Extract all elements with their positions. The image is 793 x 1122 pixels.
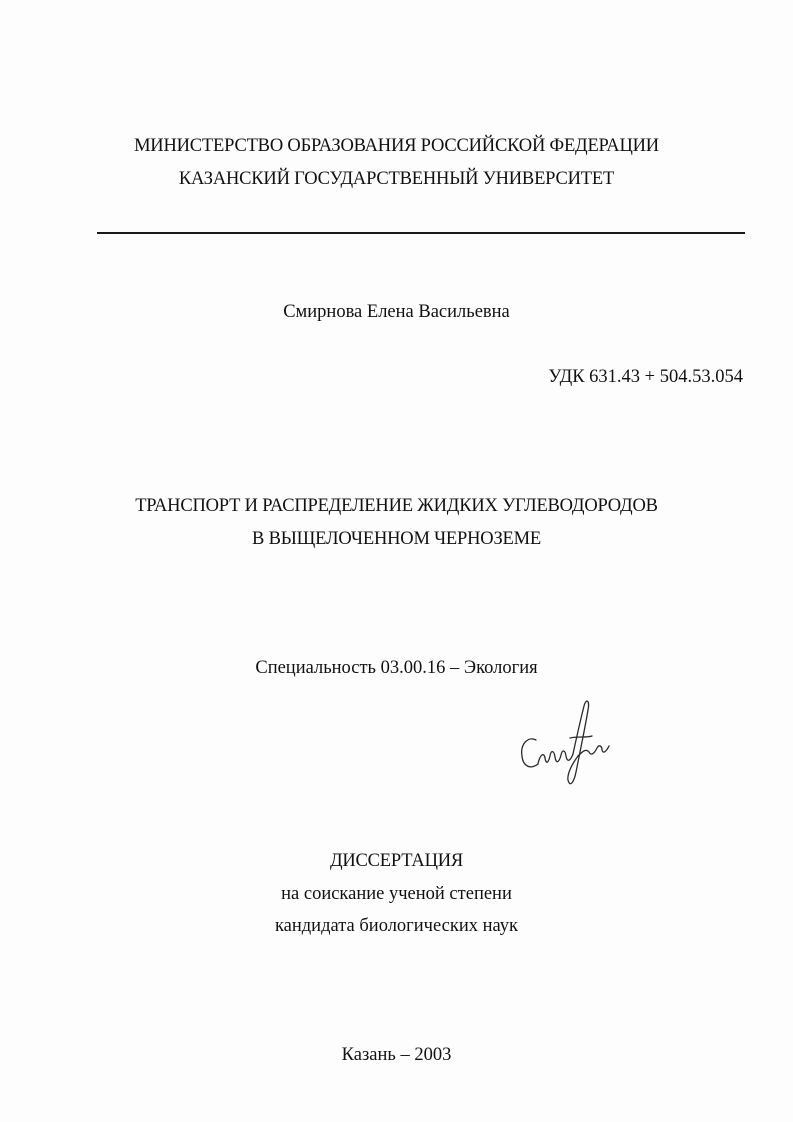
title-line-1: ТРАНСПОРТ И РАСПРЕДЕЛЕНИЕ ЖИДКИХ УГЛЕВОДОРОДОВ <box>135 496 658 516</box>
author-name: Смирнова Елена Васильевна <box>283 302 510 322</box>
title-line-2: В ВЫЩЕЛОЧЕННОМ ЧЕРНОЗЕМЕ <box>252 529 541 549</box>
header-divider <box>97 232 745 234</box>
university-heading: КАЗАНСКИЙ ГОСУДАРСТВЕННЫЙ УНИВЕРСИТЕТ <box>178 169 615 189</box>
dissertation-degree-line-1: на соискание ученой степени <box>281 884 512 904</box>
handwritten-signature-icon <box>510 692 620 797</box>
dissertation-heading: ДИССЕРТАЦИЯ <box>329 851 464 871</box>
dissertation-degree-line-2: кандидата биологических наук <box>274 916 519 936</box>
ministry-heading: МИНИСТЕРСТВО ОБРАЗОВАНИЯ РОССИЙСКОЙ ФЕДЕРАЦИИ <box>134 136 659 156</box>
udc-code: УДК 631.43 + 504.53.054 <box>548 367 743 387</box>
specialty: Специальность 03.00.16 – Экология <box>255 658 538 678</box>
place-and-year: Казань – 2003 <box>341 1045 452 1065</box>
